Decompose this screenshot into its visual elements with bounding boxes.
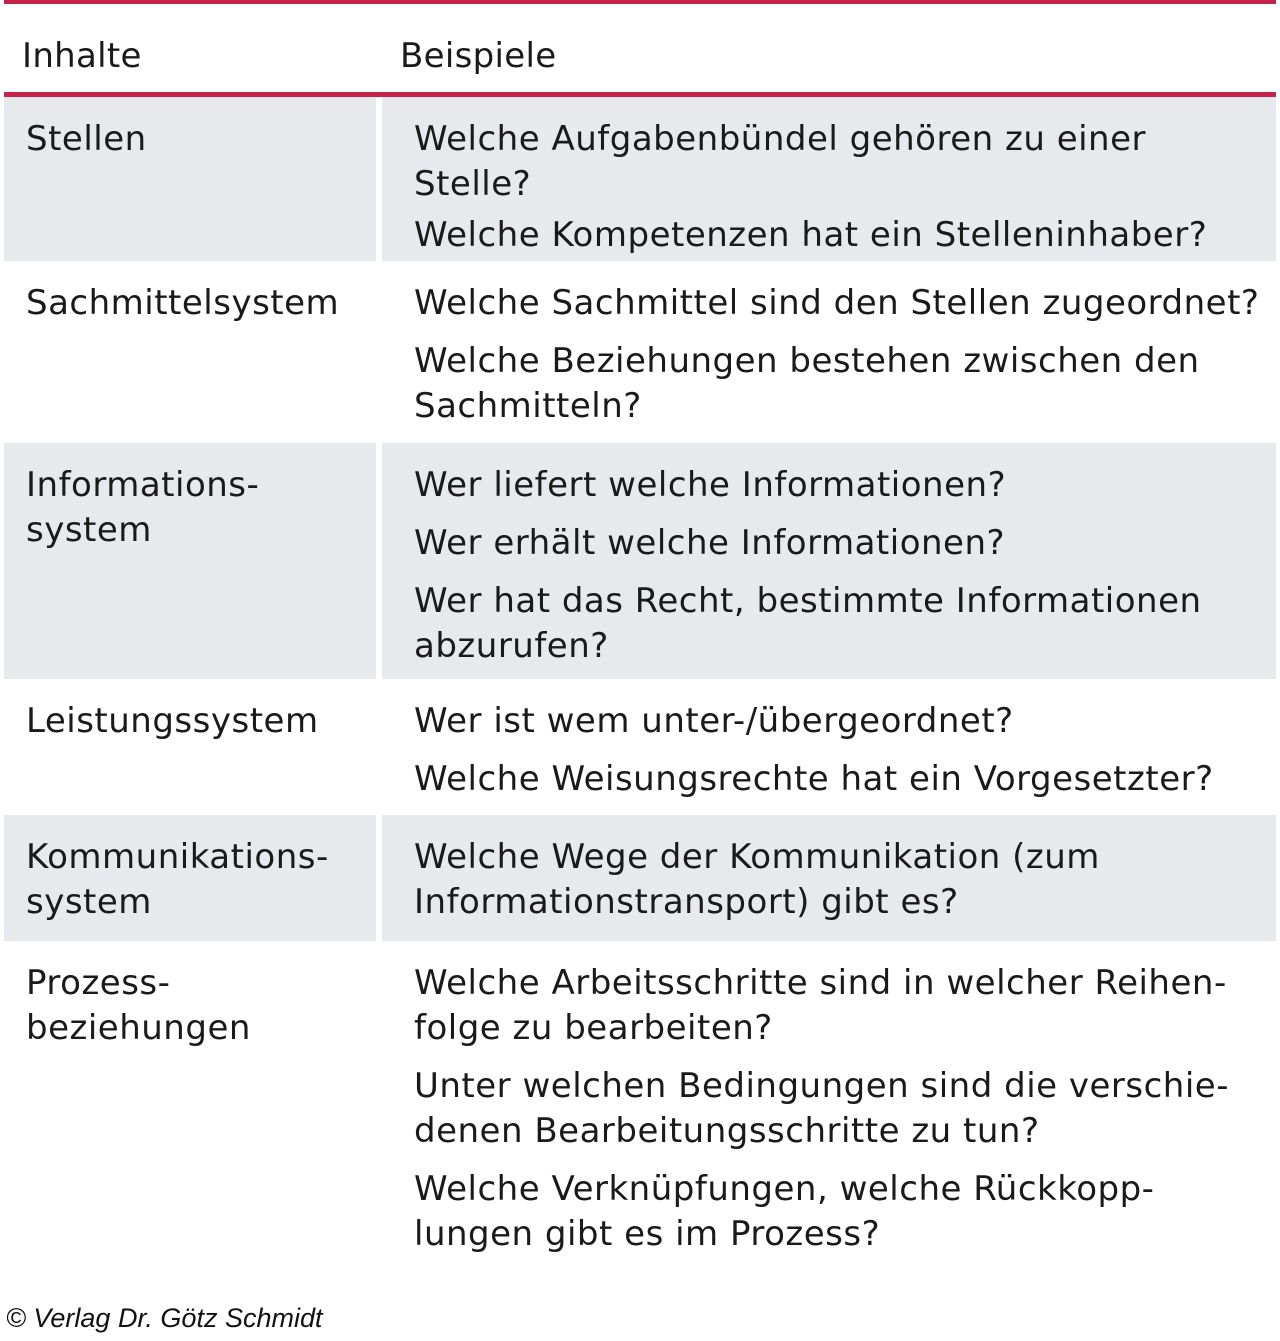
topic-sachmittelsystem: Sachmittelsystem [26,283,340,323]
topic-prozessbeziehungen: Prozess- beziehungen [26,963,251,1048]
question: Welche Verknüpfungen, welche Rückkopp- lungen gibt es im Prozess? [414,1169,1155,1254]
examples-cell [382,679,1276,815]
question: Welche Aufgabenbündel gehören zu einer Stelle? [414,119,1147,204]
table-row [4,941,1276,1281]
topic-stellen: Stellen [26,119,147,159]
examples-cell [382,941,1276,1281]
question: Wer ist wem unter-/übergeordnet? [414,701,1014,741]
topic-cell [4,941,376,1281]
topic-kommunikationssystem: Kommunikations- system [26,837,329,922]
examples-cell [382,815,1276,941]
header-beispiele: Beispiele [400,36,557,76]
table-body [4,97,1276,1281]
topic-cell [4,443,376,679]
question: Unter welchen Bedingungen sind die verschie- denen Bearbeitungsschritte zu tun? [414,1066,1229,1151]
question: Wer liefert welche Informationen? [414,465,1007,505]
copyright-footer: © Verlag Dr. Götz Schmidt [6,1303,323,1333]
table-header [4,4,1276,92]
table-row [4,679,1276,815]
topic-leistungssystem: Leistungssystem [26,701,319,741]
question: Welche Beziehungen bestehen zwischen den Sachmitteln? [414,341,1200,426]
question: Welche Sachmittel sind den Stellen zugeordnet? [414,283,1260,323]
table-row [4,97,1276,261]
topic-cell [4,97,376,261]
topic-cell [4,261,376,443]
examples-cell [382,261,1276,443]
topic-cell [4,815,376,941]
header-inhalte: Inhalte [22,36,142,76]
question: Welche Weisungsrechte hat ein Vorgesetzter? [414,759,1214,799]
table-row [4,261,1276,443]
examples-cell [382,443,1276,679]
question: Wer erhält welche Informationen? [414,523,1006,563]
table-row [4,443,1276,679]
topic-cell [4,679,376,815]
question: Welche Arbeitsschritte sind in welcher Reihen- folge zu bearbeiten? [414,963,1227,1048]
topic-informationssystem: Informations- system [26,465,260,550]
question: Wer hat das Recht, bestimmte Informationen abzurufen? [414,581,1202,666]
examples-cell [382,97,1276,261]
question: Welche Wege der Kommunikation (zum Informationstransport) gibt es? [414,837,1100,922]
table-row [4,815,1276,941]
question: Welche Kompetenzen hat ein Stelleninhaber? [414,215,1208,255]
